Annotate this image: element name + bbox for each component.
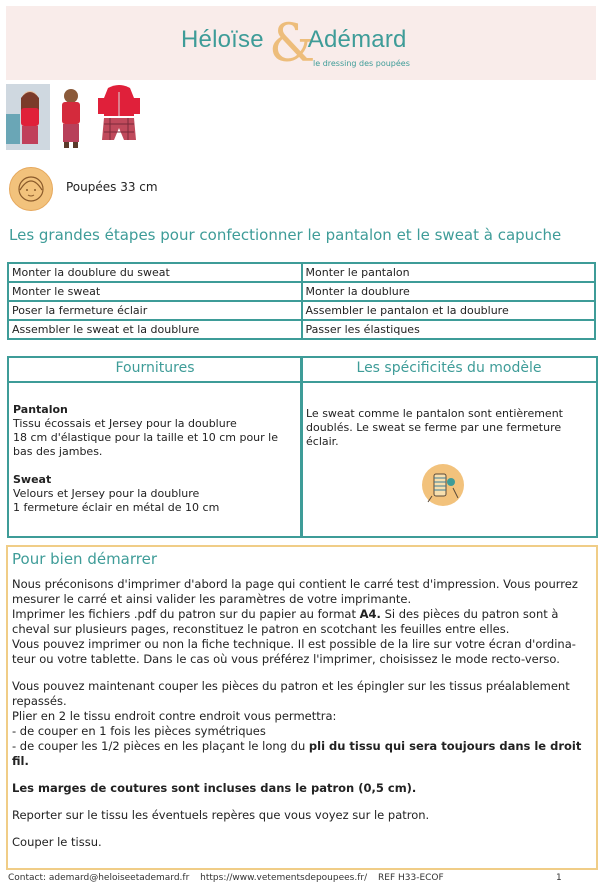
- table-row: [8, 282, 595, 301]
- doll-photo-2-icon: [56, 84, 86, 150]
- ampersand-logo-icon: &: [269, 14, 316, 74]
- footer: [8, 873, 593, 883]
- specificites-box: [300, 356, 598, 538]
- sweat-line: 1 fermeture éclair en métal de 10 cm: [13, 501, 220, 514]
- sewing-kit-icon: [420, 462, 466, 508]
- paragraph: Couper le tissu.: [12, 835, 102, 849]
- doll-photos: [6, 84, 156, 152]
- specificites-text: Le sweat comme le pantalon sont entièrement doublés. Le sweat se ferme par une fermeture éclair.: [306, 407, 563, 448]
- pantalon-line: Tissu écossais et Jersey pour la doublure: [13, 417, 237, 430]
- demarrer-box: [6, 545, 598, 870]
- footer-url[interactable]: https://www.vetementsdepoupees.fr/: [200, 873, 368, 883]
- pantalon-title: Pantalon: [13, 403, 68, 416]
- specificites-heading: Les spécificités du modèle: [302, 358, 596, 383]
- doll-face-icon: [9, 167, 53, 211]
- paragraph: - de couper en 1 fois les pièces symétriques: [12, 724, 266, 738]
- step-cell: Monter la doublure: [302, 282, 596, 301]
- doll-size-label: Poupées 33 cm: [66, 180, 158, 194]
- table-row: [8, 320, 595, 339]
- paragraph: - de couper les 1/2 pièces en les plaçant le long du pli du tissu qui sera toujours dans le droit fil.: [12, 739, 582, 768]
- header-banner: [6, 6, 596, 80]
- pantalon-line: bas des jambes.: [13, 445, 103, 458]
- table-row: [8, 263, 595, 282]
- sweat-title: Sweat: [13, 473, 52, 486]
- doll-clothes-photo-icon: [96, 84, 142, 150]
- steps-table: [7, 262, 596, 340]
- brand-tagline: le dressing des poupées: [313, 59, 410, 68]
- fournitures-heading: Fournitures: [9, 358, 301, 383]
- fournitures-box: [7, 356, 303, 538]
- paragraph: Plier en 2 le tissu endroit contre endroit vous permettra:: [12, 709, 337, 723]
- page-number: 1: [556, 873, 562, 883]
- pantalon-line: 18 cm d'élastique pour la taille et 10 cm pour le: [13, 431, 278, 444]
- page-title: Les grandes étapes pour confectionner le pantalon et le sweat à capuche: [9, 226, 562, 244]
- paragraph: Vous pouvez maintenant couper les pièces du patron et les épingler sur les tissus préalablement repassés.: [12, 679, 570, 708]
- sweat-line: Velours et Jersey pour la doublure: [13, 487, 200, 500]
- footer-contact[interactable]: Contact: ademard@heloiseetademard.fr: [8, 873, 190, 883]
- paragraph: Reporter sur le tissu les éventuels repères que vous voyez sur le patron.: [12, 808, 430, 822]
- demarrer-heading: Pour bien démarrer: [12, 550, 158, 568]
- doll-photo-1-icon: [6, 84, 50, 150]
- step-cell: Monter le sweat: [8, 282, 302, 301]
- step-cell: Assembler le sweat et la doublure: [8, 320, 302, 339]
- brand-logo: [181, 14, 431, 74]
- step-cell: Passer les élastiques: [302, 320, 596, 339]
- paragraph: Les marges de coutures sont incluses dans le patron (0,5 cm).: [12, 781, 417, 795]
- step-cell: Assembler le pantalon et la doublure: [302, 301, 596, 320]
- step-cell: Poser la fermeture éclair: [8, 301, 302, 320]
- paragraph: Imprimer les fichiers .pdf du patron sur du papier au format A4. Si des pièces du patron sont à cheval sur plusieurs pages, reconstituez le patron en scotchant les feuilles entre elles.: [12, 607, 559, 636]
- step-cell: Monter la doublure du sweat: [8, 263, 302, 282]
- step-cell: Monter le pantalon: [302, 263, 596, 282]
- paragraph: Vous pouvez imprimer ou non la fiche technique. Il est possible de la lire sur votre écran d'ordina-teur ou votre tablette. Dans le cas où vous préférez l'imprimer, choisissez le mode recto-verso.: [12, 637, 576, 666]
- footer-ref: REF H33-ECOF: [378, 873, 444, 883]
- paragraph: Nous préconisons d'imprimer d'abord la page qui contient le carré test d'impression. Vous pourrez mesurer le carré et ainsi valider les paramètres de votre imprimante.: [12, 577, 578, 606]
- table-row: [8, 301, 595, 320]
- brand-name: Héloïse Adémard: [181, 26, 407, 53]
